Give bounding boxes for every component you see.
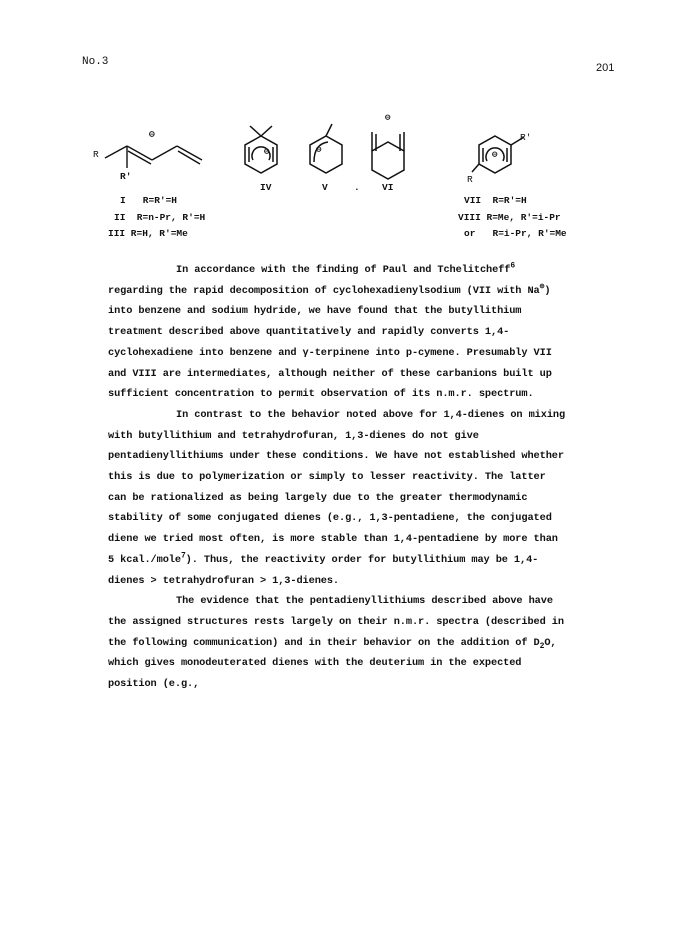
paragraph-2	[108, 405, 568, 591]
v-ring-charge: ⊖	[316, 145, 322, 155]
structure-cyclohexadienyl	[460, 120, 550, 188]
reference-7: 7	[180, 551, 186, 561]
right-substituent-r1: R'	[520, 132, 532, 143]
label-II: II R=n-Pr, R'=H	[114, 212, 206, 223]
label-VI: VI	[382, 182, 394, 193]
paragraph-1	[108, 260, 568, 405]
p1-text-b: regarding the rapid decomposition of cyclohexadienylsodium (VII with Na	[108, 284, 540, 297]
page-number: 201	[596, 62, 615, 74]
p1-text-a: In accordance with the finding of Paul and Tchelitcheff	[176, 264, 511, 276]
label-VIII: VIII R=Me, R'=i-Pr	[458, 212, 561, 223]
vi-charge: ⊖	[385, 113, 391, 123]
label-VII: VII R=R'=H	[464, 195, 527, 206]
label-V: V	[322, 182, 328, 193]
label-I: I R=R'=H	[120, 195, 178, 206]
cation-charge: ⊕	[539, 282, 545, 292]
reference-6: 6	[510, 261, 516, 271]
left-charge: ⊖	[149, 129, 155, 140]
label-or: or R=i-Pr, R'=Me	[464, 228, 567, 239]
cyclohexadienyl-drawing	[460, 120, 550, 188]
p3-text-a: The evidence that the pentadienyllithiums described above have the assigned structures rests largely on their n.m.r. spectra (described in the following communication) and in their behavior on the addition of D	[108, 595, 564, 649]
left-substituent-r1: R'	[120, 171, 132, 182]
p1-text-c: ) into benzene and sodium hydride, we have found that the butyllithium treatment described above quantitatively and rapidly converts 1,4-cyclohexadiene into benzene and γ-terpinene into p-cymene. Presumably VII and VIII are intermediates, although neither of these carbanions built up sufficient concentration to permit observation of its n.m.r. spectrum.	[108, 284, 552, 401]
label-IV: IV	[260, 182, 272, 193]
paragraph-3	[108, 591, 568, 695]
structure-iv-v-vi	[236, 114, 426, 189]
left-substituent-r: R	[93, 149, 99, 160]
right-charge: ⊖	[492, 150, 498, 160]
right-substituent-r: R	[467, 174, 473, 185]
d2-subscript: 2	[539, 641, 545, 651]
iv-ring-charge: ⊖	[264, 147, 270, 157]
label-III: III R=H, R'=Me	[108, 228, 188, 239]
body-text	[108, 260, 568, 695]
p2-text-b: ). Thus, the reactivity order for butyllithium may be 1,4-dienes > tetrahydrofuran > 1,3-dienes.	[108, 553, 539, 587]
journal-issue: No.3	[82, 56, 109, 68]
structure-pentadienyl-chain	[80, 120, 220, 190]
p2-text-a: In contrast to the behavior noted above for 1,4-dienes on mixing with butyllithium and tetrahydrofuran, 1,3-dienes do not give pentadienyllithiums under these conditions. We have not established whether this is due to polymerization or simply to lesser reactivity. The latter can be rationalized as being largely due to the greater thermodynamic stability of some conjugated dienes (e.g., 1,3-pentadiene, the conjugated diene we tried most often, is more stable than 1,4-pentadiene by more than 5 kcal./mole	[108, 408, 566, 566]
stray-dot: .	[354, 182, 360, 193]
p3-text-b: O, which gives monodeuterated dienes with the deuterium in the expected position (e.g.,	[108, 636, 557, 691]
